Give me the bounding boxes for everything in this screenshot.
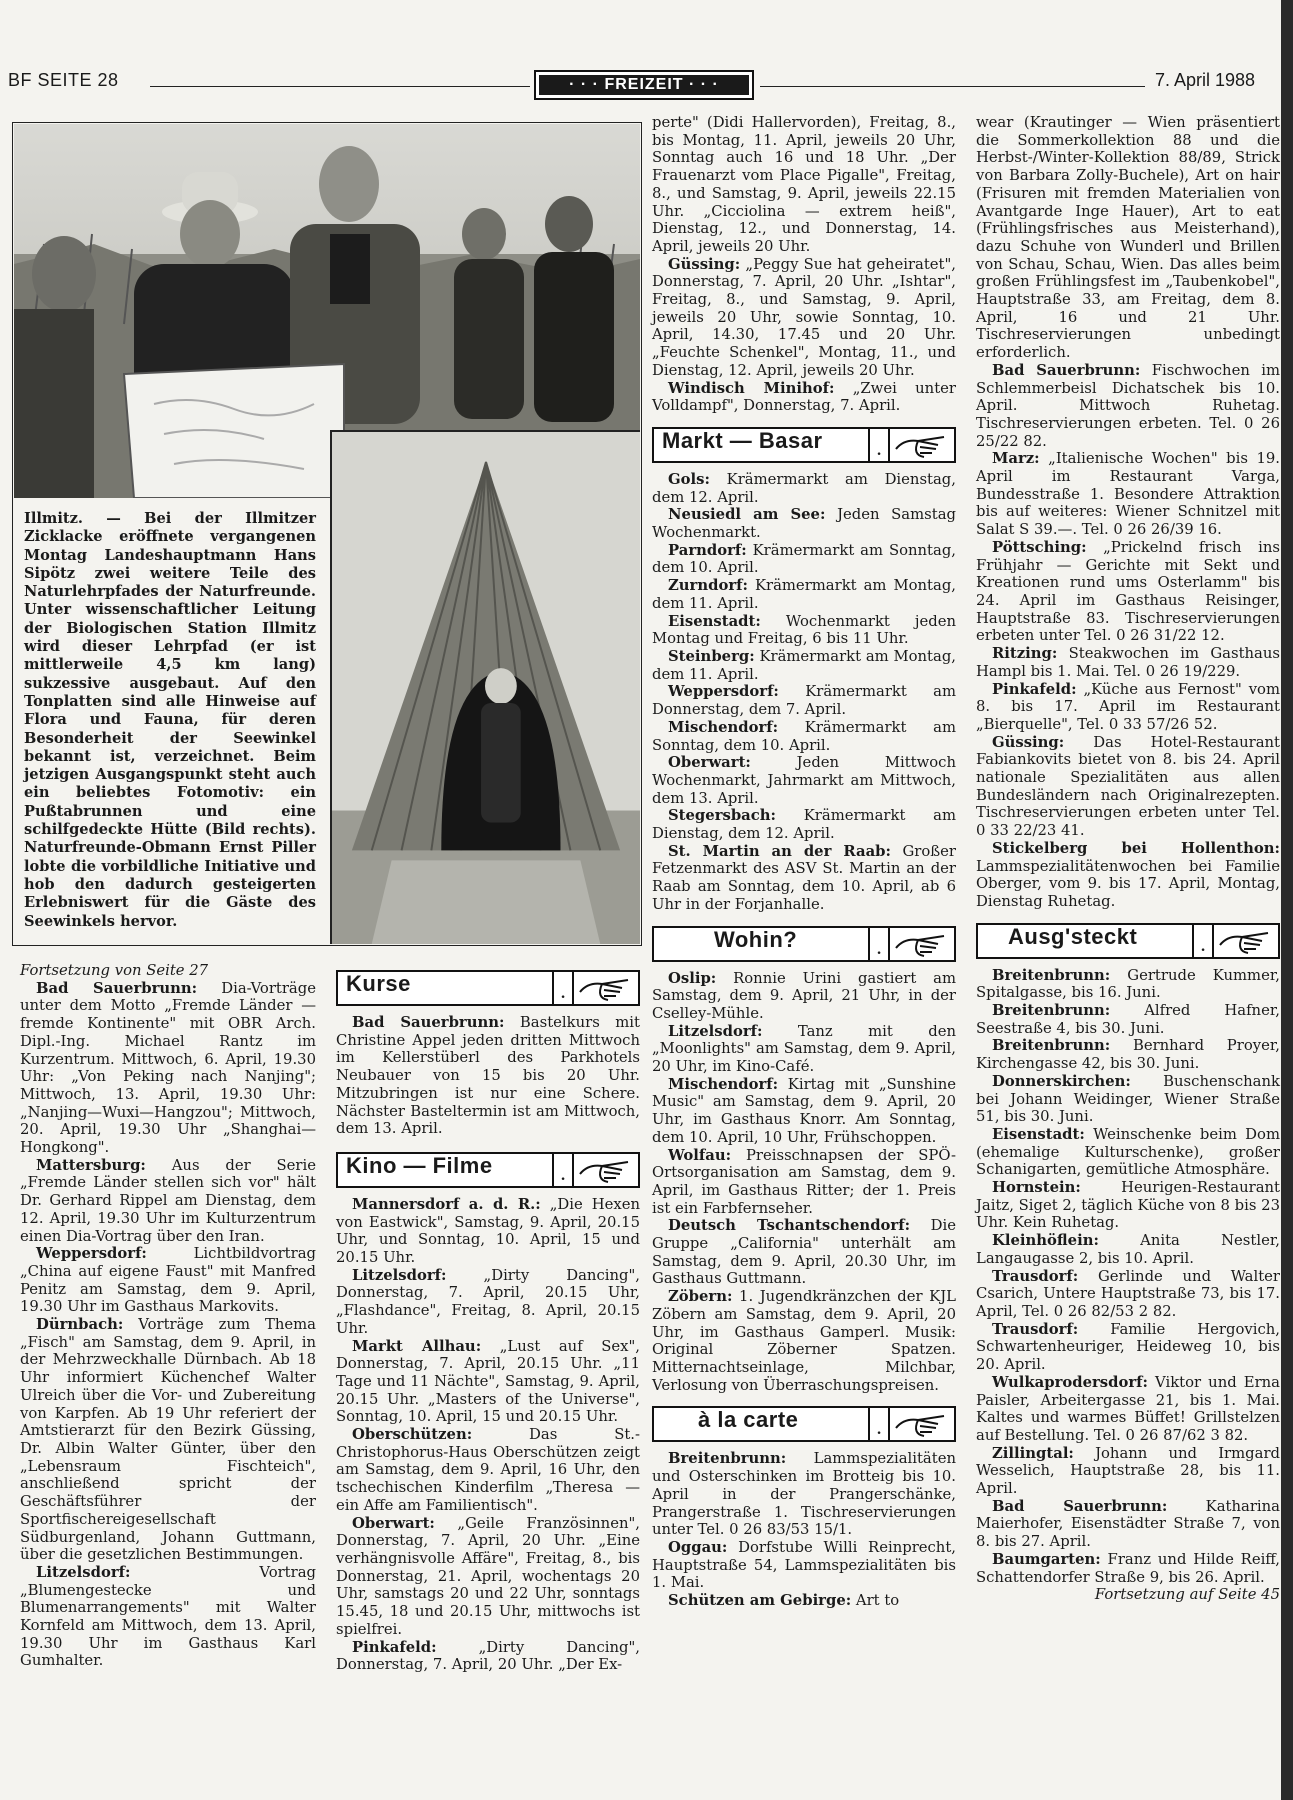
list-item: Trausdorf: Familie Hergovich, Schwartenheuriger, Heideweg 10, bis 20. April. [976, 1320, 1280, 1374]
list-item: Litzelsdorf: Vortrag „Blumengestecke und Blumenarrangements" mit Walter Kornfeld am Mittwoch, dem 13. April, 19.30 Uhr im Gasthaus Karl Gumhalter. [20, 1563, 316, 1670]
section-title: · · · FREIZEIT · · · [539, 75, 749, 95]
section-title-carte: à la carte [698, 1407, 799, 1433]
section-dot: . [1192, 923, 1214, 959]
pointing-hand-icon [578, 1158, 634, 1186]
list-item: Bad Sauerbrunn: Bastelkurs mit Christine Appel jeden dritten Mittwoch im Kellerstüberl des Parkhotels Neubauer von 15 bis 20 Uhr. Mitzubringen ist nur eine Schere. Nächster Basteltermin ist am Mittwoch, dem 13. April. [336, 1014, 640, 1138]
section-box-kurse [336, 970, 640, 1006]
list-item: Breitenbrunn: Gertrude Kummer, Spitalgasse, bis 16. Juni. [976, 966, 1280, 1002]
section-dot: . [868, 427, 890, 463]
list-item: Deutsch Tschantschendorf: Die Gruppe „California" unterhält am Samstag, dem 9. April, 20.30 Uhr, im Gasthaus Guttmann. [652, 1217, 956, 1288]
list-item: Gols: Krämermarkt am Dienstag, dem 12. April. [652, 470, 956, 506]
list-item: Eisenstadt: Weinschenke beim Dom (ehemalige Kulturschenke), großer Schanigarten, gemütliche Atmosphäre. [976, 1125, 1280, 1179]
list-item: Weppersdorf: Krämermarkt am Donnerstag, dem 7. April. [652, 683, 956, 719]
list-item: Breitenbrunn: Lammspezialitäten und Osterschinken im Brotteig bis 10. April in der Prangerschänke, Prangerstraße 1. Tischreservierungen unter Tel. 0 26 83/53 15/1. [652, 1450, 956, 1539]
list-item: Neusiedl am See: Jeden Samstag Wochenmarkt. [652, 506, 956, 542]
list-item: Hornstein: Heurigen-Restaurant Jaitz, Siget 2, täglich Küche von 8 bis 23 Uhr. Kein Ruhetag. [976, 1179, 1280, 1232]
pointing-hand-icon [578, 976, 634, 1004]
column-1 [20, 962, 316, 1670]
list-item: Güssing: Das Hotel-Restaurant Fabiankovits bietet von 8. bis 24. April nationale Spezialitäten aus allen Bundesländern nach Originalrezepten. Tischreservierungen erbeten unter Tel. 0 33 22/23 41. [976, 733, 1280, 840]
section-box-carte [652, 1406, 956, 1442]
list-item: Pöttsching: „Prickelnd frisch ins Frühjahr — Gerichte mit Sekt und Kreationen rund ums Osterlamm" bis 24. April im Gasthaus Reisinger, Hauptstraße 83. Tischreservierungen erbeten unter Tel. 0 26 31/22 12. [976, 538, 1280, 645]
list-item: Zillingtal: Johann und Irmgard Wesselich, Hauptstraße 28, bis 11. April. [976, 1444, 1280, 1498]
pointing-hand-icon [894, 1412, 950, 1440]
section-box-wohin [652, 926, 956, 962]
list-item: Oberwart: Jeden Mittwoch Wochenmarkt, Jahrmarkt am Mittwoch, dem 13. April. [652, 754, 956, 807]
reed-hut-photo [330, 430, 640, 944]
section-dot: . [552, 970, 574, 1006]
list-item: Litzelsdorf: Tanz mit den „Moonlights" am Samstag, dem 9. April, 20 Uhr, im Kino-Café. [652, 1022, 956, 1076]
list-item: Mannersdorf a. d. R.: „Die Hexen von Eastwick", Samstag, 9. April, 20.15 Uhr, und Sonntag, 10. April, 15 und 20.15 Uhr. [336, 1195, 640, 1267]
list-item: Oggau: Dorfstube Willi Reinprecht, Hauptstraße 54, Lammspezialitäten bis 1. Mai. [652, 1538, 956, 1592]
list-item: Wolfau: Preisschnapsen der SPÖ-Ortsorganisation am Samstag, dem 9. April, im Gasthaus Ritter; der 1. Preis ist ein Farbfernseher. [652, 1146, 956, 1217]
list-item: Mischendorf: Krämermarkt am Sonntag, dem 10. April. [652, 718, 956, 754]
section-title-kurse: Kurse [346, 971, 411, 996]
section-box-kino [336, 1152, 640, 1188]
pointing-hand-icon [894, 932, 950, 960]
list-item: Zurndorf: Krämermarkt am Montag, dem 11. April. [652, 577, 956, 612]
list-item: Mattersburg: Aus der Serie „Fremde Länder stellen sich vor" hält Dr. Gerhard Rippel am Dienstag, dem 12. April, 19.30 Uhr im Kulturzentrum einen Dia-Vortrag über den Iran. [20, 1156, 316, 1245]
list-item: Markt Allhau: „Lust auf Sex", Donnerstag, 7. April, 20.15 Uhr. „11 Tage und 11 Nächte", Samstag, 9. April, 20.15 Uhr. „Masters of the Universe", Sonntag, 10. April, 15 und 20.15 Uhr. [336, 1337, 640, 1426]
list-item: Schützen am Gebirge: Art to [668, 1592, 900, 1610]
section-dot: . [552, 1152, 574, 1188]
list-item: Güssing: „Peggy Sue hat geheiratet", Donnerstag, 7. April, 20 Uhr. „Ishtar", Freitag, 8., und Samstag, 9. April, jeweils 20 Uhr, sowie Sonntag, 10. April, 14.30, 17.45 und 20 Uhr. „Feuchte Schenkel", Montag, 11., und Dienstag, 12. April, jeweils 20 Uhr. [652, 255, 956, 379]
header-rule-left [150, 86, 530, 87]
section-title-markt: Markt — Basar [662, 427, 823, 453]
pointing-hand-icon [894, 433, 950, 461]
list-item: Eisenstadt: Wochenmarkt jeden Montag und Freitag, 6 bis 11 Uhr. [652, 612, 956, 648]
continued-text: perte" (Didi Hallervorden), Freitag, 8., bis Montag, 11. April, jeweils 20 Uhr, Sonntag auch 16 und 18 Uhr. „Der Frauenarzt vom Place Pigalle", Freitag, 8., und Samstag, 9. April, jeweils 22.15 Uhr. „Cicciolina — extrem heiß", Dienstag, 12., und Donnerstag, 14. April, jeweils 20 Uhr. [652, 114, 956, 255]
list-item: Trausdorf: Gerlinde und Walter Csarich, Untere Hauptstraße 73, bis 17. April, Tel. 0 26 82/53 2 82. [976, 1267, 1280, 1320]
list-item: Dürnbach: Vorträge zum Thema „Fisch" am Samstag, dem 9. April, in der Mehrzweckhalle Dürnbach. Ab 18 Uhr informiert Küchenchef Walter Ulreich über die Vor- und Zubereitung von Karpfen. Ab 19 Uhr referiert der Amtstierarzt für den Bezirk Güssing, Dr. Albin Walter Günter, über den „Lebensraum Fischteich", anschließend spricht der Geschäftsführer der Sportfischereigesellschaft Südburgenland, Johann Guttmann, über die gesetzlichen Bestimmungen. [20, 1316, 316, 1564]
list-item: Parndorf: Krämermarkt am Sonntag, dem 10. April. [652, 541, 956, 577]
section-title-ausgsteckt: Ausg'steckt [1008, 923, 1138, 949]
section-header-box [534, 70, 754, 100]
list-item: Weppersdorf: Lichtbildvortrag „China auf eigene Faust" mit Manfred Penitz am Samstag, dem 9. April, 19.30 Uhr im Gasthaus Markovits. [20, 1245, 316, 1316]
list-item: Oberschützen: Das St.-Christophorus-Haus Oberschützen zeigt am Samstag, dem 9. April, 16 Uhr, den tschechischen Kinderfilm „Theresa — ein Affe am Familientisch". [336, 1426, 640, 1514]
list-item: Bad Sauerbrunn: Dia-Vorträge unter dem Motto „Fremde Länder — fremde Kontinente" mit OBR Arch. Dipl.-Ing. Michael Rantz im Kurzentrum. Mittwoch, 6. April, 19.30 Uhr: „Von Peking nach Nanjing"; Mittwoch, 13. April, 19.30 Uhr: „Nanjing—Wuxi—Hangzou"; Mittwoch, 20. April, 19.30 Uhr „Shanghai—Hongkong". [20, 979, 316, 1157]
section-box-ausgsteckt [976, 923, 1280, 959]
section-box-markt [652, 427, 956, 463]
pointing-hand-icon [1218, 929, 1274, 957]
list-item: Stegersbach: Krämermarkt am Dienstag, dem 12. April. [652, 807, 956, 843]
page-edge [1281, 0, 1293, 1800]
list-item: Windisch Minihof: „Zwei unter Volldampf", Donnerstag, 7. April. [652, 379, 956, 415]
continued-from-note: Fortsetzung von Seite 27 [20, 962, 209, 979]
section-title-kino: Kino — Filme [346, 1152, 493, 1178]
list-item: Oslip: Ronnie Urini gastiert am Samstag, dem 9. April, 21 Uhr, in der Cselley-Mühle. [652, 969, 956, 1022]
list-item: Stickelberg bei Hollenthon: Lammspezialitätenwochen bei Familie Oberger, vom 9. bis 17. April, Montag, Dienstag Ruhetag. [976, 839, 1280, 910]
header-rule-right [760, 86, 1145, 87]
list-item: Pinkafeld: „Dirty Dancing", Donnerstag, 7. April, 20 Uhr. „Der Ex- [336, 1638, 640, 1674]
photo-caption: Illmitz. — Bei der Illmitzer Zicklacke eröffnete vergangenen Montag Landeshauptmann Hans Sipötz zwei weitere Teile des Naturlehrpfades der Naturfreunde. Unter wissenschaftlicher Leitung der Biologischen Station Illmitz wird dieser Lehrpfad (er ist mittlerweile 4,5 km lang) sukzessive ausgebaut. Auf den Tonplatten sind alle Hinweise auf Flora und Fauna, für deren Besonderheit der Seewinkel bekannt ist, verzeichnet. Beim jetzigen Ausgangspunkt steht auch ein beliebtes Fotomotiv: ein Pußtabrunnen und eine schilfgedeckte Hütte (Bild rechts). Naturfreunde-Obmann Ernst Piller lobte die vorbildliche Initiative und hob den dadurch gesteigerten Erlebniswert für die Gäste des Seewinkels hervor. [24, 510, 316, 930]
list-item: Ritzing: Steakwochen im Gasthaus Hampl bis 1. Mai. Tel. 0 26 19/229. [976, 645, 1280, 680]
column-4 [976, 114, 1280, 1604]
list-item: Donnerskirchen: Buschenschank bei Johann Weidinger, Wiener Straße 51, bis 30. Juni. [976, 1072, 1280, 1126]
list-item: Bad Sauerbrunn: Katharina Maierhofer, Eisenstädter Straße 7, von 8. bis 27. April. [976, 1497, 1280, 1551]
list-item: Bad Sauerbrunn: Fischwochen im Schlemmerbeisl Dichatschek bis 10. April. Mittwoch Ruhetag. Tischreservierungen erbeten. Tel. 0 26 25/22 82. [976, 361, 1280, 450]
column-2 [336, 962, 640, 1674]
list-item: Marz: „Italienische Wochen" bis 19. April im Restaurant Varga, Bundesstraße 1. Besondere Attraktion bis auf weiteres: Wiener Schnitzel mit Salat S 39.—. Tel. 0 26 26/39 16. [976, 450, 1280, 539]
issue-date: 7. April 1988 [1155, 70, 1256, 90]
lecture-list [20, 980, 316, 1670]
column-3 [652, 114, 956, 1610]
list-item: Litzelsdorf: „Dirty Dancing", Donnerstag, 7. April, 20.15 Uhr, „Flashdance", Freitag, 8. April, 20.15 Uhr. [336, 1266, 640, 1337]
page-label: BF SEITE 28 [8, 70, 119, 90]
section-title-wohin: Wohin? [714, 926, 798, 952]
list-item: Wulkaprodersdorf: Viktor und Erna Paisler, Arbeitergasse 21, bis 1. Mai. Kaltes und warmes Büffet! Grillstelzen auf Bestellung. Tel. 0 26 87/62 3 82. [976, 1373, 1280, 1444]
list-item: Pinkafeld: „Küche aus Fernost" vom 8. bis 17. April im Restaurant „Bierquelle", Tel. 0 33 57/26 52. [976, 680, 1280, 733]
list-item: Zöbern: 1. Jugendkränzchen der KJL Zöbern am Samstag, dem 9. April, 20 Uhr, im Gasthaus Gamperl. Musik: Original Zöberner Spatzen. Mitternachtseinlage, Milchbar, Verlosung von Überraschungspreisen. [652, 1288, 956, 1394]
list-item: Kleinhöflein: Anita Nestler, Langaugasse 2, bis 10. April. [976, 1232, 1280, 1267]
list-item: Mischendorf: Kirtag mit „Sunshine Music" am Samstag, dem 9. April, 20 Uhr, im Gasthaus Knorr. Am Sonntag, dem 10. April, 10 Uhr, Frühschoppen. [652, 1075, 956, 1146]
list-item: Breitenbrunn: Bernhard Proyer, Kirchengasse 42, bis 30. Juni. [976, 1037, 1280, 1073]
continued-text: wear (Krautinger — Wien präsentiert die Sommerkollektion 88 und die Herbst-/Winter-Kollektion 88/89, Strick von Barbara Zolly-Buchele), Art on hair (Frisuren mit fremden Materialien von Avantgarde Inge Hauer), Art to eat (Frühlingsfrisches aus Meisterhand), dazu Schuhe von Wunderl und Brillen von Schau, Schau, Wien. Das alles beim großen Frühlingsfest im „Taubenkobel", Hauptstraße 33, am Freitag, dem 8. April, 16 und 21 Uhr. Tischreservierungen unbedingt erforderlich. [976, 114, 1280, 362]
section-dot: . [868, 926, 890, 962]
list-item: St. Martin an der Raab: Großer Fetzenmarkt des ASV St. Martin an der Raab am Sonntag, dem 10. April, ab 6 Uhr in der Forjanhalle. [652, 842, 956, 913]
list-item: Breitenbrunn: Alfred Hafner, Seestraße 4, bis 30. Juni. [976, 1002, 1280, 1037]
list-item: Baumgarten: Franz und Hilde Reiff, Schattendorfer Straße 9, bis 26. April. [976, 1550, 1280, 1586]
continued-on-note: Fortsetzung auf Seite 45 [1094, 1586, 1280, 1604]
list-item: Steinberg: Krämermarkt am Montag, dem 11. April. [652, 647, 956, 683]
list-item: Oberwart: „Geile Französinnen", Donnerstag, 7. April, 20 Uhr. „Eine verhängnisvolle Affäre", Freitag, 8., bis Donnerstag, 21. April, wochentags 20 Uhr, samstags 20 und 22 Uhr, sonntags 15.45, 18 und 20.15 Uhr, mittwochs ist spielfrei. [336, 1514, 640, 1638]
section-dot: . [868, 1406, 890, 1442]
